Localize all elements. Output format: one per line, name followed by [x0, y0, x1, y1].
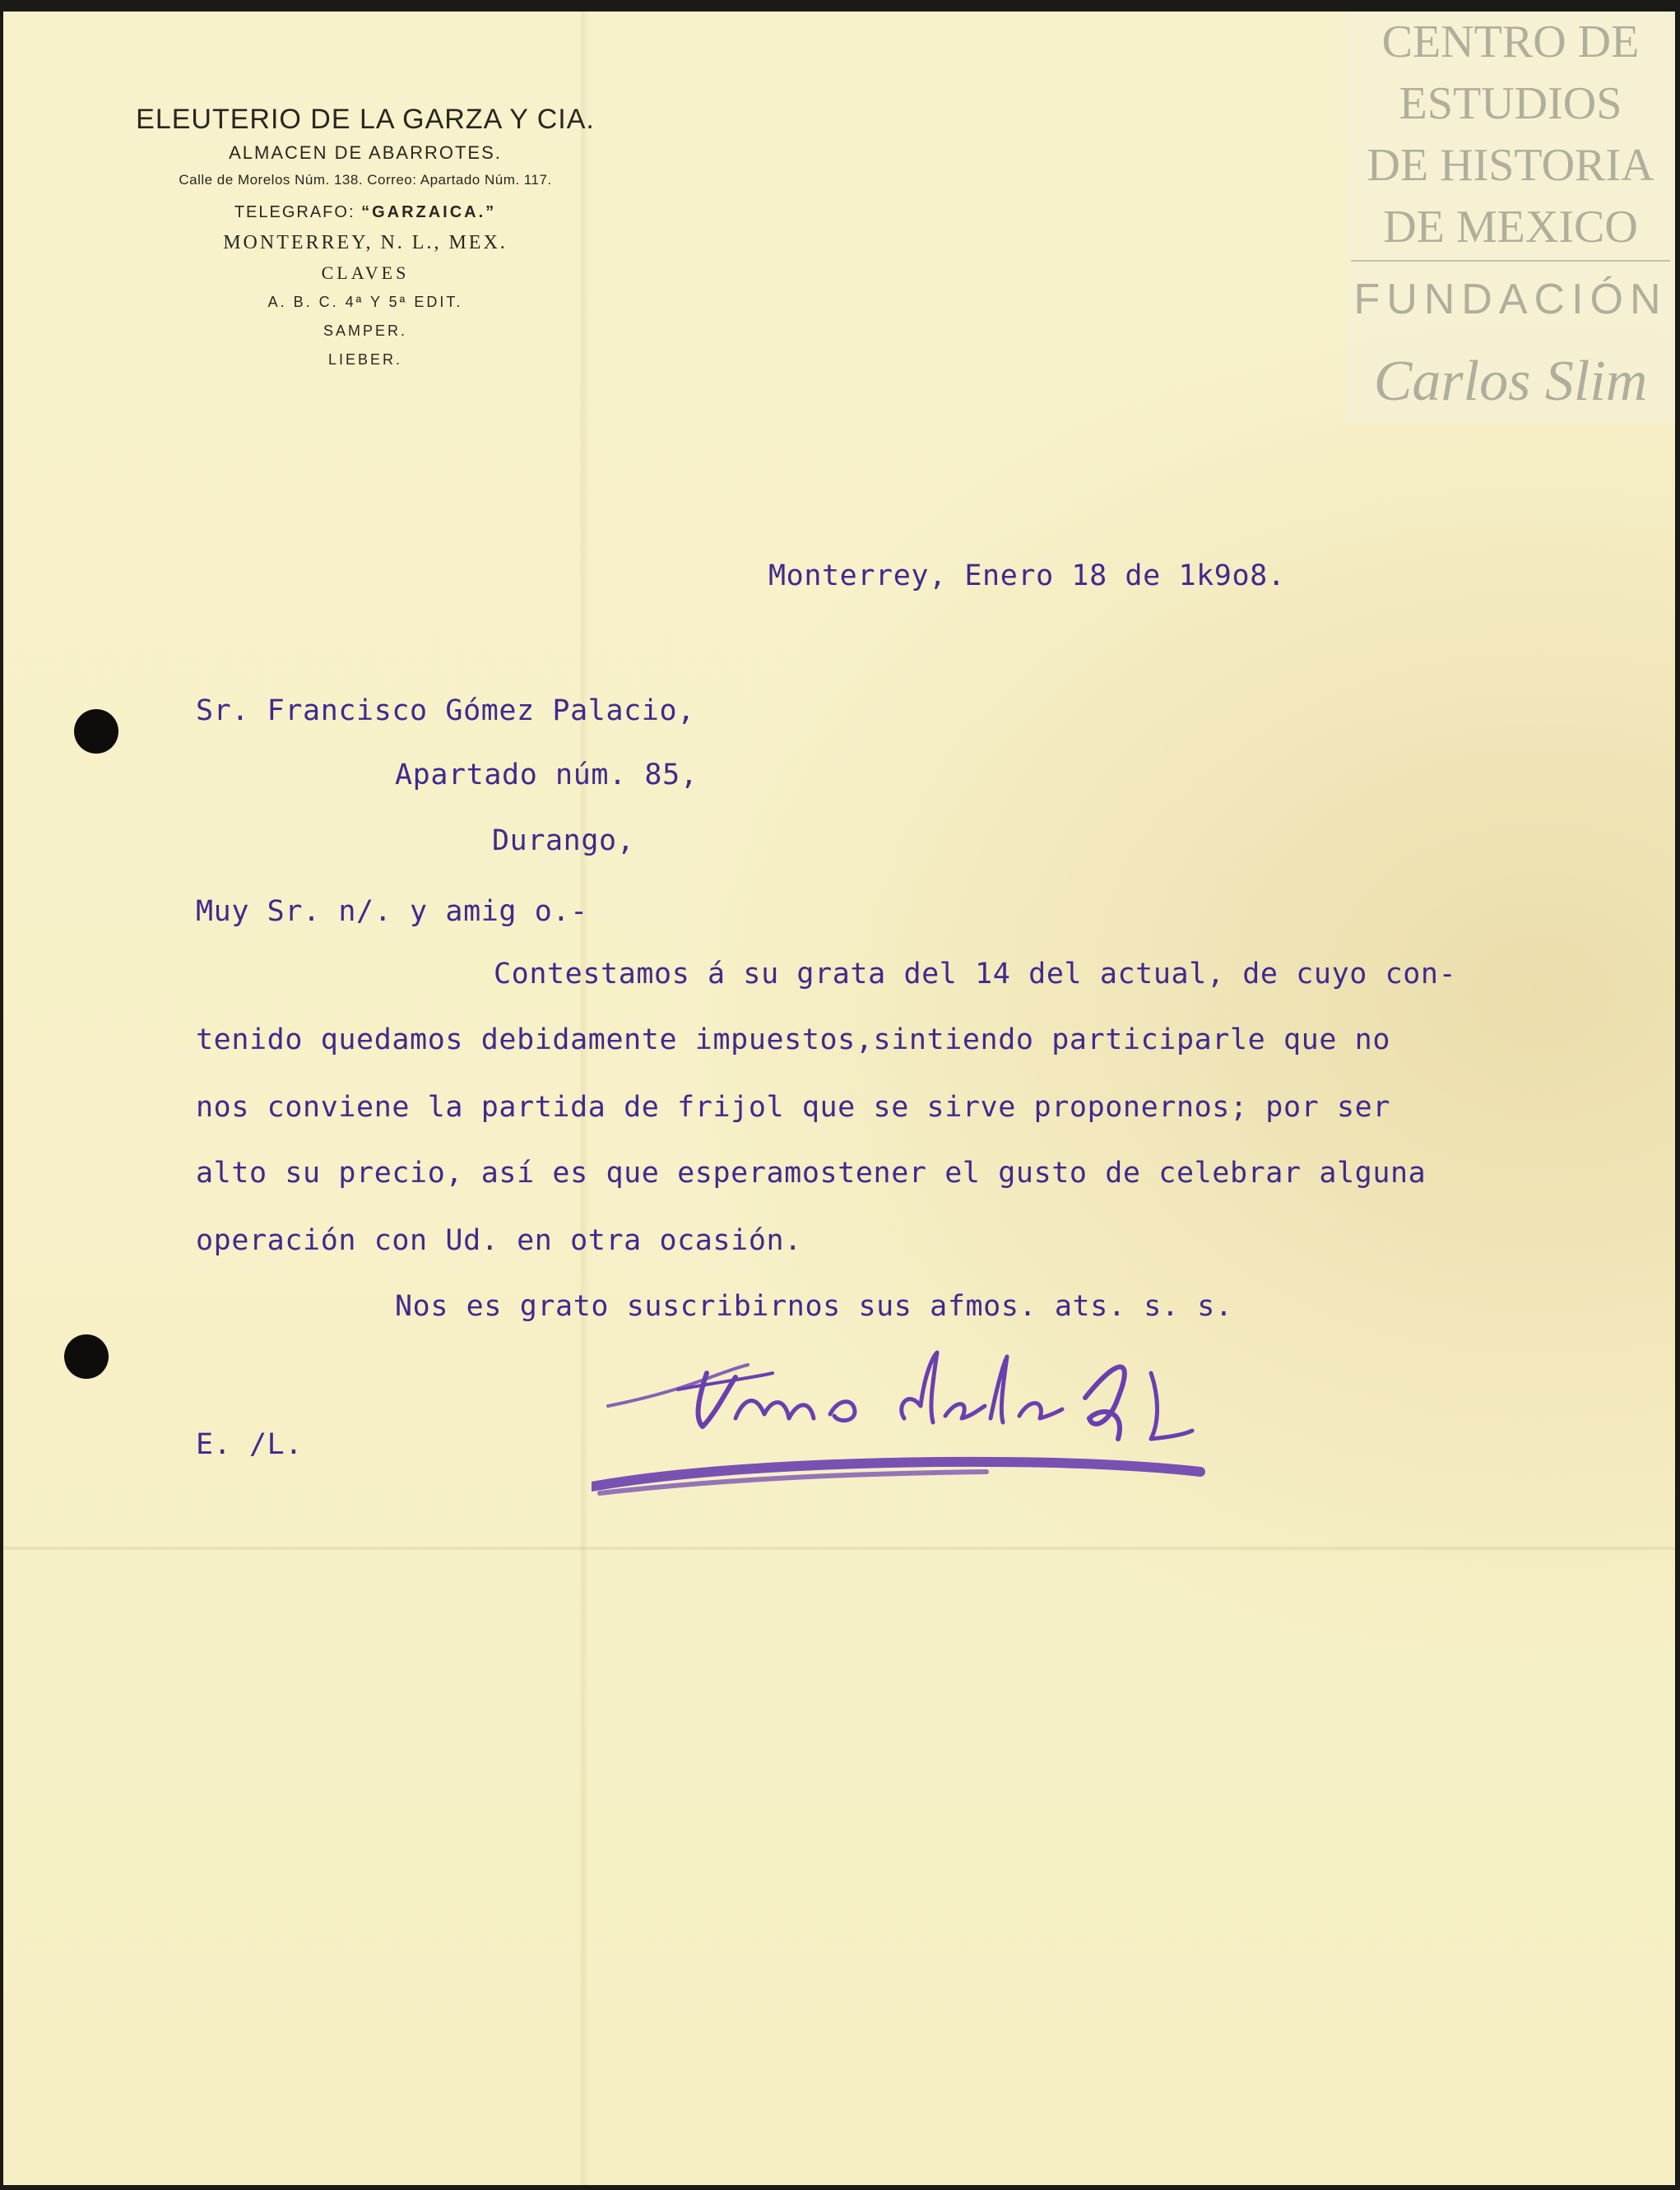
- recipient-city: Durango,: [492, 824, 635, 857]
- punch-hole-bottom: [64, 1334, 109, 1379]
- recipient-name: Sr. Francisco Gómez Palacio,: [196, 694, 695, 727]
- letter-page: [3, 12, 1675, 2185]
- stamp-divider: [1351, 260, 1670, 262]
- company-address: Calle de Morelos Núm. 138. Correo: Apartado Núm. 117.: [179, 172, 552, 188]
- paper-fold: [3, 1546, 1675, 1551]
- telegraph-label: TELEGRAFO:: [234, 203, 355, 221]
- body-line-5: operación con Ud. en otra ocasión.: [196, 1224, 802, 1257]
- body-line-1: Contestamos á su grata del 14 del actual, de cuyo con-: [494, 958, 1457, 991]
- code-samper: SAMPER.: [323, 322, 408, 339]
- stamp-line-1: CENTRO DE: [1381, 16, 1640, 67]
- body-line-3: nos conviene la partida de frijol que se sirve proponernos; por ser: [196, 1091, 1391, 1124]
- claves-label: CLAVES: [321, 262, 410, 283]
- typist-initials: E. /L.: [196, 1428, 304, 1461]
- salutation: Muy Sr. n/. y amig o.-: [196, 895, 588, 928]
- letterhead: [102, 104, 629, 380]
- stamp-line-3: DE HISTORIA: [1367, 140, 1654, 191]
- punch-hole-top: [74, 709, 118, 754]
- company-city: MONTERREY, N. L., MEX.: [223, 232, 508, 253]
- code-lieber: LIEBER.: [327, 351, 403, 368]
- body-line-2: tenido quedamos debidamente impuestos,sintiendo participarle que no: [196, 1023, 1391, 1056]
- stamp-line-4: DE MEXICO: [1383, 202, 1638, 253]
- archive-stamp: [1346, 12, 1675, 423]
- stamp-line-2: ESTUDIOS: [1399, 78, 1622, 129]
- stamp-foundation-name: Carlos Slim: [1373, 350, 1648, 413]
- recipient-address: Apartado núm. 85,: [395, 759, 698, 791]
- closing: Nos es grato suscribirnos sus afmos. ats. s. s.: [395, 1290, 1233, 1323]
- handwritten-signature: [592, 1340, 1217, 1505]
- body-line-4: alto su precio, así es que esperamostener el gusto de celebrar alguna: [196, 1157, 1427, 1190]
- business-type: ALMACEN DE ABARROTES.: [229, 142, 502, 163]
- telegraph-code: “GARZAICA.”: [361, 203, 497, 221]
- telegraph-line: [102, 203, 629, 222]
- stamp-foundation: FUNDACIÓN: [1353, 276, 1668, 323]
- company-name: ELEUTERIO DE LA GARZA Y CIA.: [136, 104, 595, 135]
- letter-date: Monterrey, Enero 18 de 1k9o8.: [768, 559, 1286, 592]
- code-abc: A. B. C. 4ª Y 5ª EDIT.: [267, 294, 463, 310]
